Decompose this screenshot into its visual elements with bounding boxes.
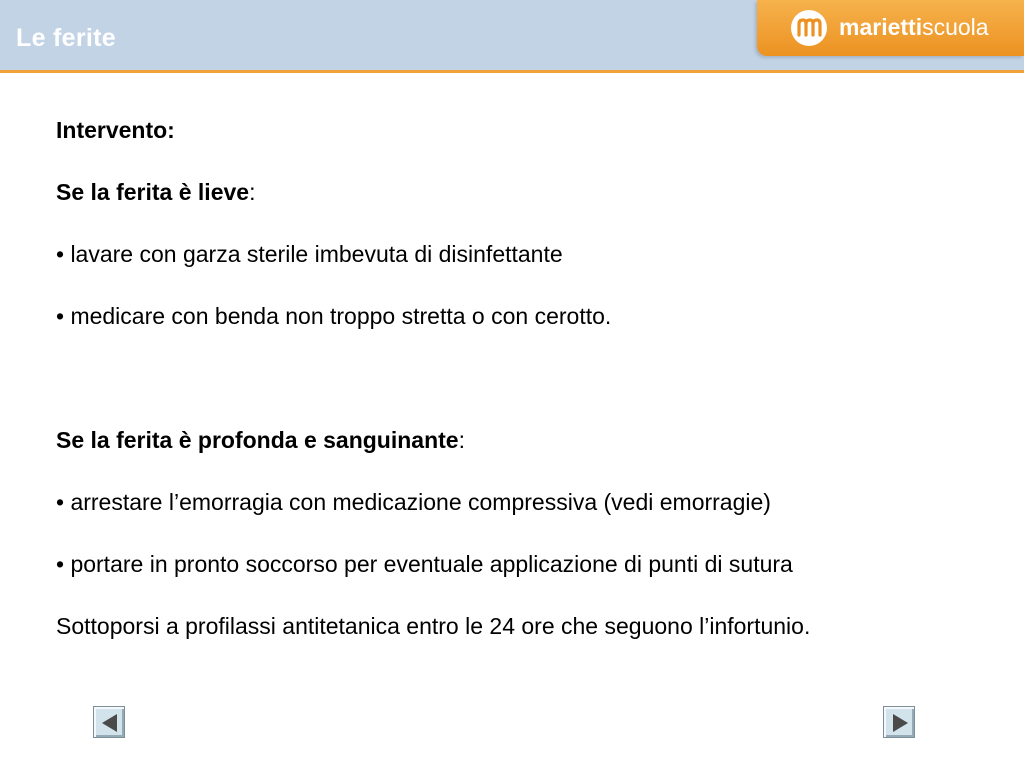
previous-slide-button[interactable]: [93, 706, 125, 738]
list-item: • arrestare l’emorragia con medicazione compressiva (vedi emorragie): [56, 489, 771, 515]
list-item: • lavare con garza sterile imbevuta di disinfettante: [56, 241, 563, 267]
logo-mark-icon: [790, 9, 828, 47]
section-lieve-label: Se la ferita è lieve: [56, 179, 250, 205]
next-slide-button[interactable]: [883, 706, 915, 738]
publisher-logo: [757, 0, 1024, 56]
section-lieve-colon: :: [249, 179, 256, 205]
triangle-right-icon: [884, 707, 916, 739]
slide-body: [56, 116, 1006, 640]
section-profonda-heading: [56, 426, 1006, 454]
triangle-left-icon: [94, 707, 126, 739]
logo-brand-light: scuola: [922, 14, 989, 40]
section-profonda-label: Se la ferita è profonda e sanguinante: [56, 427, 459, 453]
list-item: • medicare con benda non troppo stretta o con cerotto.: [56, 303, 612, 329]
section-lieve-heading: [56, 178, 1006, 206]
slide-title: Le ferite: [16, 24, 116, 52]
logo-brand-bold: marietti: [839, 14, 923, 40]
intervento-heading: Intervento:: [56, 117, 175, 143]
list-item: • portare in pronto soccorso per eventuale applicazione di punti di sutura: [56, 551, 793, 577]
logo-wordmark: [839, 14, 989, 41]
tetanus-note: Sottoporsi a profilassi antitetanica entro le 24 ore che seguono l’infortunio.: [56, 613, 811, 639]
header-divider: [0, 70, 1024, 73]
section-profonda-colon: :: [458, 427, 465, 453]
